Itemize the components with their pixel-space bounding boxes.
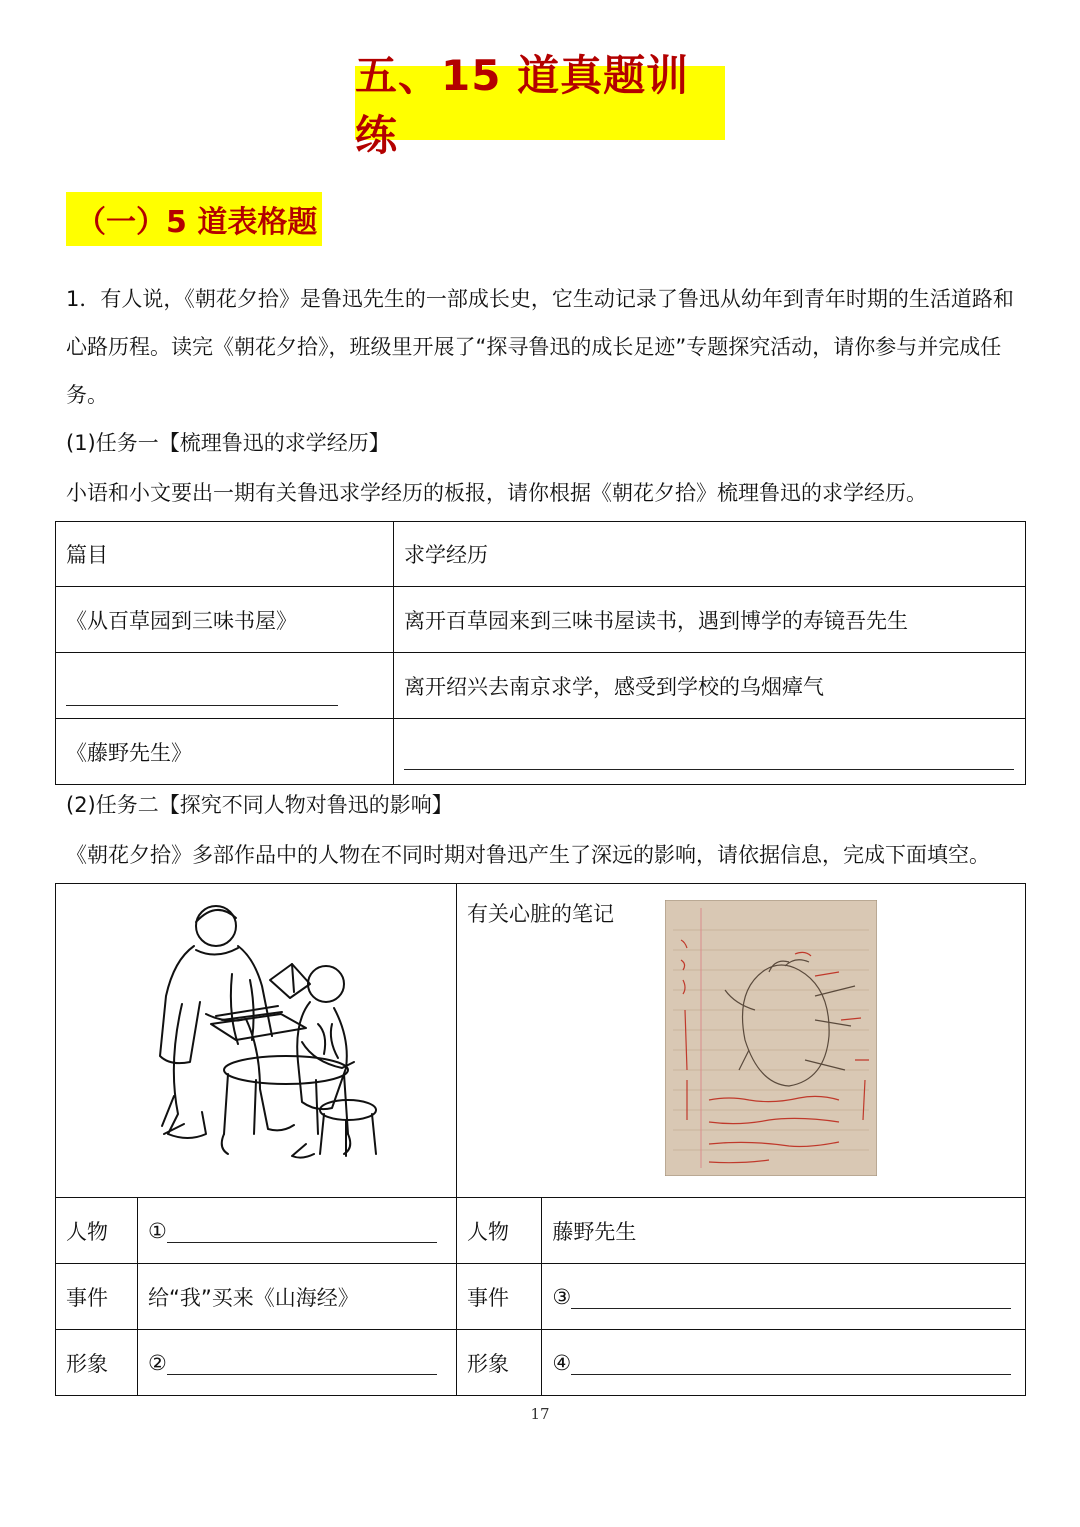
heart-notes-image <box>665 900 877 1176</box>
table-row <box>56 653 1026 719</box>
label-event: 事件 <box>56 1264 138 1330</box>
page-number: 17 <box>530 1405 550 1423</box>
answer-cell[interactable] <box>138 1330 457 1396</box>
image-caption: 有关心脏的笔记 <box>467 902 614 926</box>
answer-cell[interactable] <box>542 1330 1026 1396</box>
table-row <box>56 719 1026 785</box>
answer-cell[interactable] <box>542 1264 1026 1330</box>
answer-blank[interactable] <box>571 1352 1011 1375</box>
history-cell-blank[interactable] <box>394 719 1026 785</box>
table-row <box>56 1330 1026 1396</box>
label-person: 人物 <box>457 1198 542 1264</box>
label-image: 形象 <box>56 1330 138 1396</box>
image-row <box>56 884 1026 1198</box>
blank-marker: ① <box>148 1218 167 1243</box>
table-header-row <box>56 522 1026 587</box>
answer-cell[interactable] <box>138 1198 457 1264</box>
header-study-history: 求学经历 <box>394 522 1026 587</box>
illustration-image <box>56 884 456 1192</box>
task1-description: 小语和小文要出一期有关鲁迅求学经历的板报，请你根据《朝花夕拾》梳理鲁迅的求学经历。 <box>66 481 927 505</box>
history-cell: 离开绍兴去南京求学，感受到学校的乌烟瘴气 <box>394 653 1026 719</box>
person-value: 藤野先生 <box>542 1198 1026 1264</box>
study-history-table <box>55 521 1026 785</box>
event-value: 给“我”买来《山海经》 <box>138 1264 457 1330</box>
illustration-cell <box>56 884 457 1198</box>
question-intro: 1．有人说，《朝花夕拾》是鲁迅先生的一部成长史，它生动记录了鲁迅从幼年到青年时期的生活道路和心路历程。读完《朝花夕拾》，班级里开展了“探寻鲁迅的成长足迹”专题探究活动，请你参与并完成任务。 <box>66 287 1014 407</box>
blank-marker: ③ <box>552 1284 572 1309</box>
heart-notes-cell <box>457 884 1026 1198</box>
task2-heading: (2)任务二【探究不同人物对鲁迅的影响】 <box>66 793 453 817</box>
label-person: 人物 <box>56 1198 138 1264</box>
answer-blank[interactable] <box>167 1220 437 1243</box>
chapter-cell: 《从百草园到三味书屋》 <box>56 587 394 653</box>
blank-marker: ④ <box>552 1350 572 1375</box>
answer-blank[interactable] <box>571 1286 1011 1309</box>
history-cell: 离开百草园来到三味书屋读书，遇到博学的寿镜吾先生 <box>394 587 1026 653</box>
answer-blank[interactable] <box>167 1352 437 1375</box>
answer-blank[interactable] <box>66 683 338 706</box>
section-title: 五、15 道真题训练 <box>355 66 725 140</box>
answer-blank[interactable] <box>404 747 1014 770</box>
chapter-cell-blank[interactable] <box>56 653 394 719</box>
table-row <box>56 1198 1026 1264</box>
blank-marker: ② <box>148 1350 167 1375</box>
subsection-title: （一）5 道表格题 <box>66 192 322 246</box>
chapter-cell: 《藤野先生》 <box>56 719 394 785</box>
influence-table <box>55 883 1026 1396</box>
label-event: 事件 <box>457 1264 542 1330</box>
header-chapter: 篇目 <box>56 522 394 587</box>
task1-heading: (1)任务一【梳理鲁迅的求学经历】 <box>66 431 390 455</box>
table-row <box>56 587 1026 653</box>
label-image: 形象 <box>457 1330 542 1396</box>
table-row <box>56 1264 1026 1330</box>
task2-description: 《朝花夕拾》多部作品中的人物在不同时期对鲁迅产生了深远的影响，请依据信息，完成下面填空。 <box>66 843 990 867</box>
